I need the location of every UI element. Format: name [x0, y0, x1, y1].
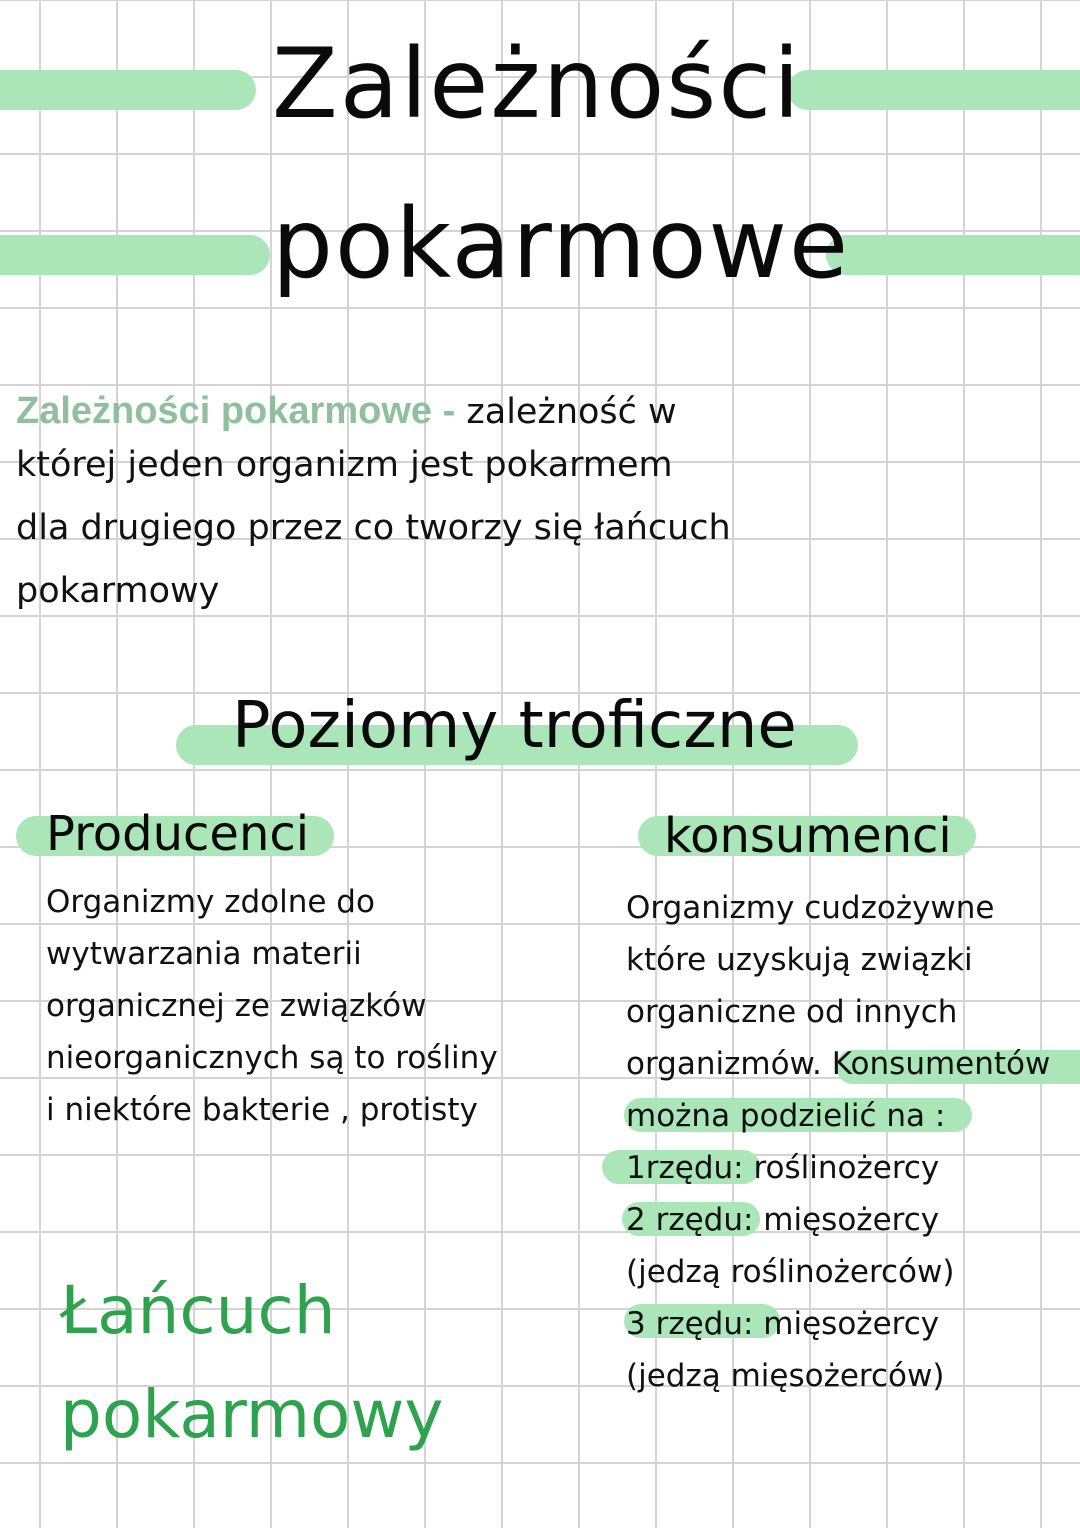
- order-label: 2 rzędu:: [626, 1202, 754, 1238]
- definition-line-4: pokarmowy: [16, 571, 220, 611]
- order-value: roślinożercy: [753, 1150, 940, 1186]
- producers-description: [46, 876, 498, 1136]
- definition-line-1: zależność w: [466, 392, 677, 432]
- consumer-order-3: [626, 1298, 1050, 1350]
- consumers-line-marked: Konsumentów: [831, 1046, 1051, 1082]
- page-title-line-1: Zależności: [272, 28, 802, 140]
- producers-heading: Producenci: [46, 806, 310, 862]
- producers-line: i niektóre bakterie , protisty: [46, 1092, 478, 1128]
- consumer-order-2: [626, 1194, 1050, 1246]
- producers-line: nieorganicznych są to rośliny: [46, 1040, 498, 1076]
- title-highlight-left-1: [0, 70, 256, 110]
- consumers-line: które uzyskują związki: [626, 942, 973, 978]
- producers-line: Organizmy zdolne do: [46, 884, 375, 920]
- definition-term: Zależności pokarmowe -: [16, 390, 456, 432]
- order-value: mięsożercy: [763, 1202, 940, 1238]
- consumers-line: można podzielić na :: [626, 1098, 946, 1134]
- title-highlight-right-1: [788, 70, 1080, 110]
- order-label: 1rzędu:: [626, 1150, 744, 1186]
- food-chain-title-line-2: pokarmowy: [60, 1376, 444, 1453]
- section-heading-trophic-levels: Poziomy troficzne: [232, 689, 797, 763]
- consumer-order-1: [626, 1142, 1050, 1194]
- consumers-line: organiczne od innych: [626, 994, 958, 1030]
- consumers-line: Organizmy cudzożywne: [626, 890, 995, 926]
- order-value: mięsożercy: [763, 1306, 940, 1342]
- food-chain-title-line-1: Łańcuch: [60, 1272, 336, 1349]
- consumers-line-text: organizmów.: [626, 1046, 822, 1082]
- producers-line: wytwarzania materii: [46, 936, 362, 972]
- title-highlight-right-2: [826, 235, 1080, 275]
- consumer-order-3-note: (jedzą mięsożerców): [626, 1358, 945, 1394]
- producers-line: organicznej ze związków: [46, 988, 427, 1024]
- consumer-order-2-note: (jedzą roślinożerców): [626, 1254, 955, 1290]
- consumers-description: [626, 882, 1050, 1402]
- title-highlight-left-2: [0, 235, 270, 275]
- definition-block: [16, 380, 916, 623]
- definition-line-3: dla drugiego przez co tworzy się łańcuch: [16, 508, 731, 548]
- page-title-line-2: pokarmowe: [272, 188, 851, 300]
- consumers-line: [626, 1038, 1050, 1090]
- order-label: 3 rzędu:: [626, 1306, 754, 1342]
- definition-line-2: której jeden organizm jest pokarmem: [16, 445, 673, 485]
- consumers-heading: konsumenci: [664, 808, 952, 864]
